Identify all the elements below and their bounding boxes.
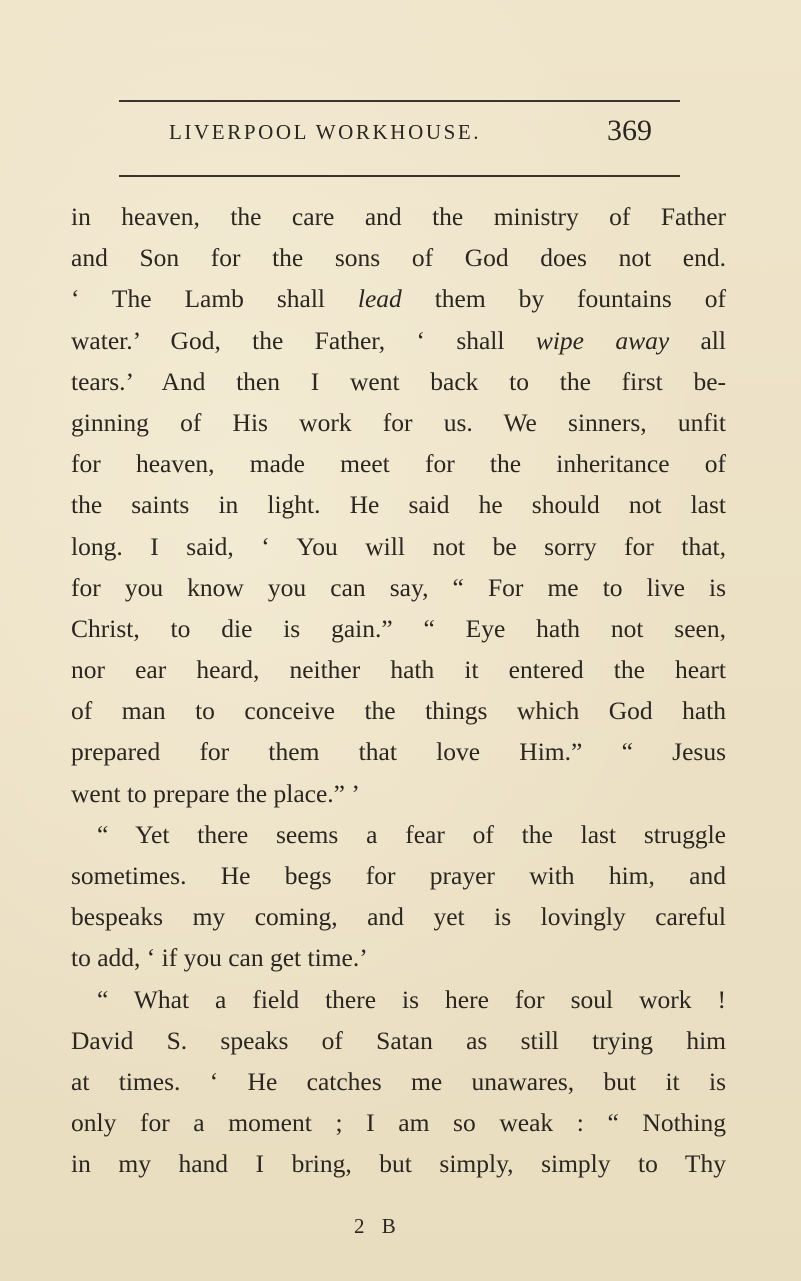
text-line: in my hand I bring, but simply, simply to Thy bbox=[71, 1149, 726, 1179]
text-line: nor ear heard, neither hath it entered the heart bbox=[71, 655, 726, 685]
text-line: for you know you can say, “ For me to live is bbox=[71, 572, 726, 602]
text-line: “ What a field there is here for soul work ! bbox=[97, 984, 726, 1014]
text-line: the saints in light. He said he should not last bbox=[71, 490, 726, 520]
text-line: ginning of His work for us. We sinners, unfit bbox=[71, 407, 726, 437]
text-line: ‘ The Lamb shall lead them by fountains of bbox=[71, 284, 726, 314]
text-line: water.’ God, the Father, ‘ shall wipe away all bbox=[71, 325, 726, 355]
body-text bbox=[71, 196, 726, 1185]
text-line: sometimes. He begs for prayer with him, and bbox=[71, 861, 726, 890]
text-line: tears.’ And then I went back to the first be- bbox=[71, 366, 726, 396]
text-line: prepared for them that love Him.” “ Jesus bbox=[71, 737, 726, 767]
running-head: LIVERPOOL WORKHOUSE. bbox=[169, 120, 482, 144]
text-line: Christ, to die is gain.” “ Eye hath not seen, bbox=[71, 613, 726, 643]
text-line: for heaven, made meet for the inheritance of bbox=[71, 449, 726, 479]
text-line: went to prepare the place.” ’ bbox=[71, 778, 360, 808]
text-line: “ Yet there seems a fear of the last struggle bbox=[97, 819, 726, 849]
text-line: to add, ‘ if you can get time.’ bbox=[71, 943, 368, 973]
signature-mark: 2 B bbox=[354, 1214, 402, 1238]
page-header bbox=[119, 114, 680, 158]
page-number: 369 bbox=[607, 114, 652, 147]
text-line: David S. speaks of Satan as still trying him bbox=[71, 1025, 726, 1055]
text-line: bespeaks my coming, and yet is lovingly careful bbox=[71, 902, 726, 932]
text-line: only for a moment ; I am so weak : “ Nothing bbox=[71, 1108, 726, 1138]
text-line: of man to conceive the things which God hath bbox=[71, 696, 726, 726]
text-line: in heaven, the care and the ministry of Father bbox=[71, 202, 726, 231]
header-rule-top bbox=[119, 100, 680, 102]
text-line: long. I said, ‘ You will not be sorry for that, bbox=[71, 531, 726, 561]
text-line: at times. ‘ He catches me unawares, but it is bbox=[71, 1066, 726, 1096]
header-rule-bottom bbox=[119, 175, 680, 177]
text-line: and Son for the sons of God does not end. bbox=[71, 243, 726, 273]
